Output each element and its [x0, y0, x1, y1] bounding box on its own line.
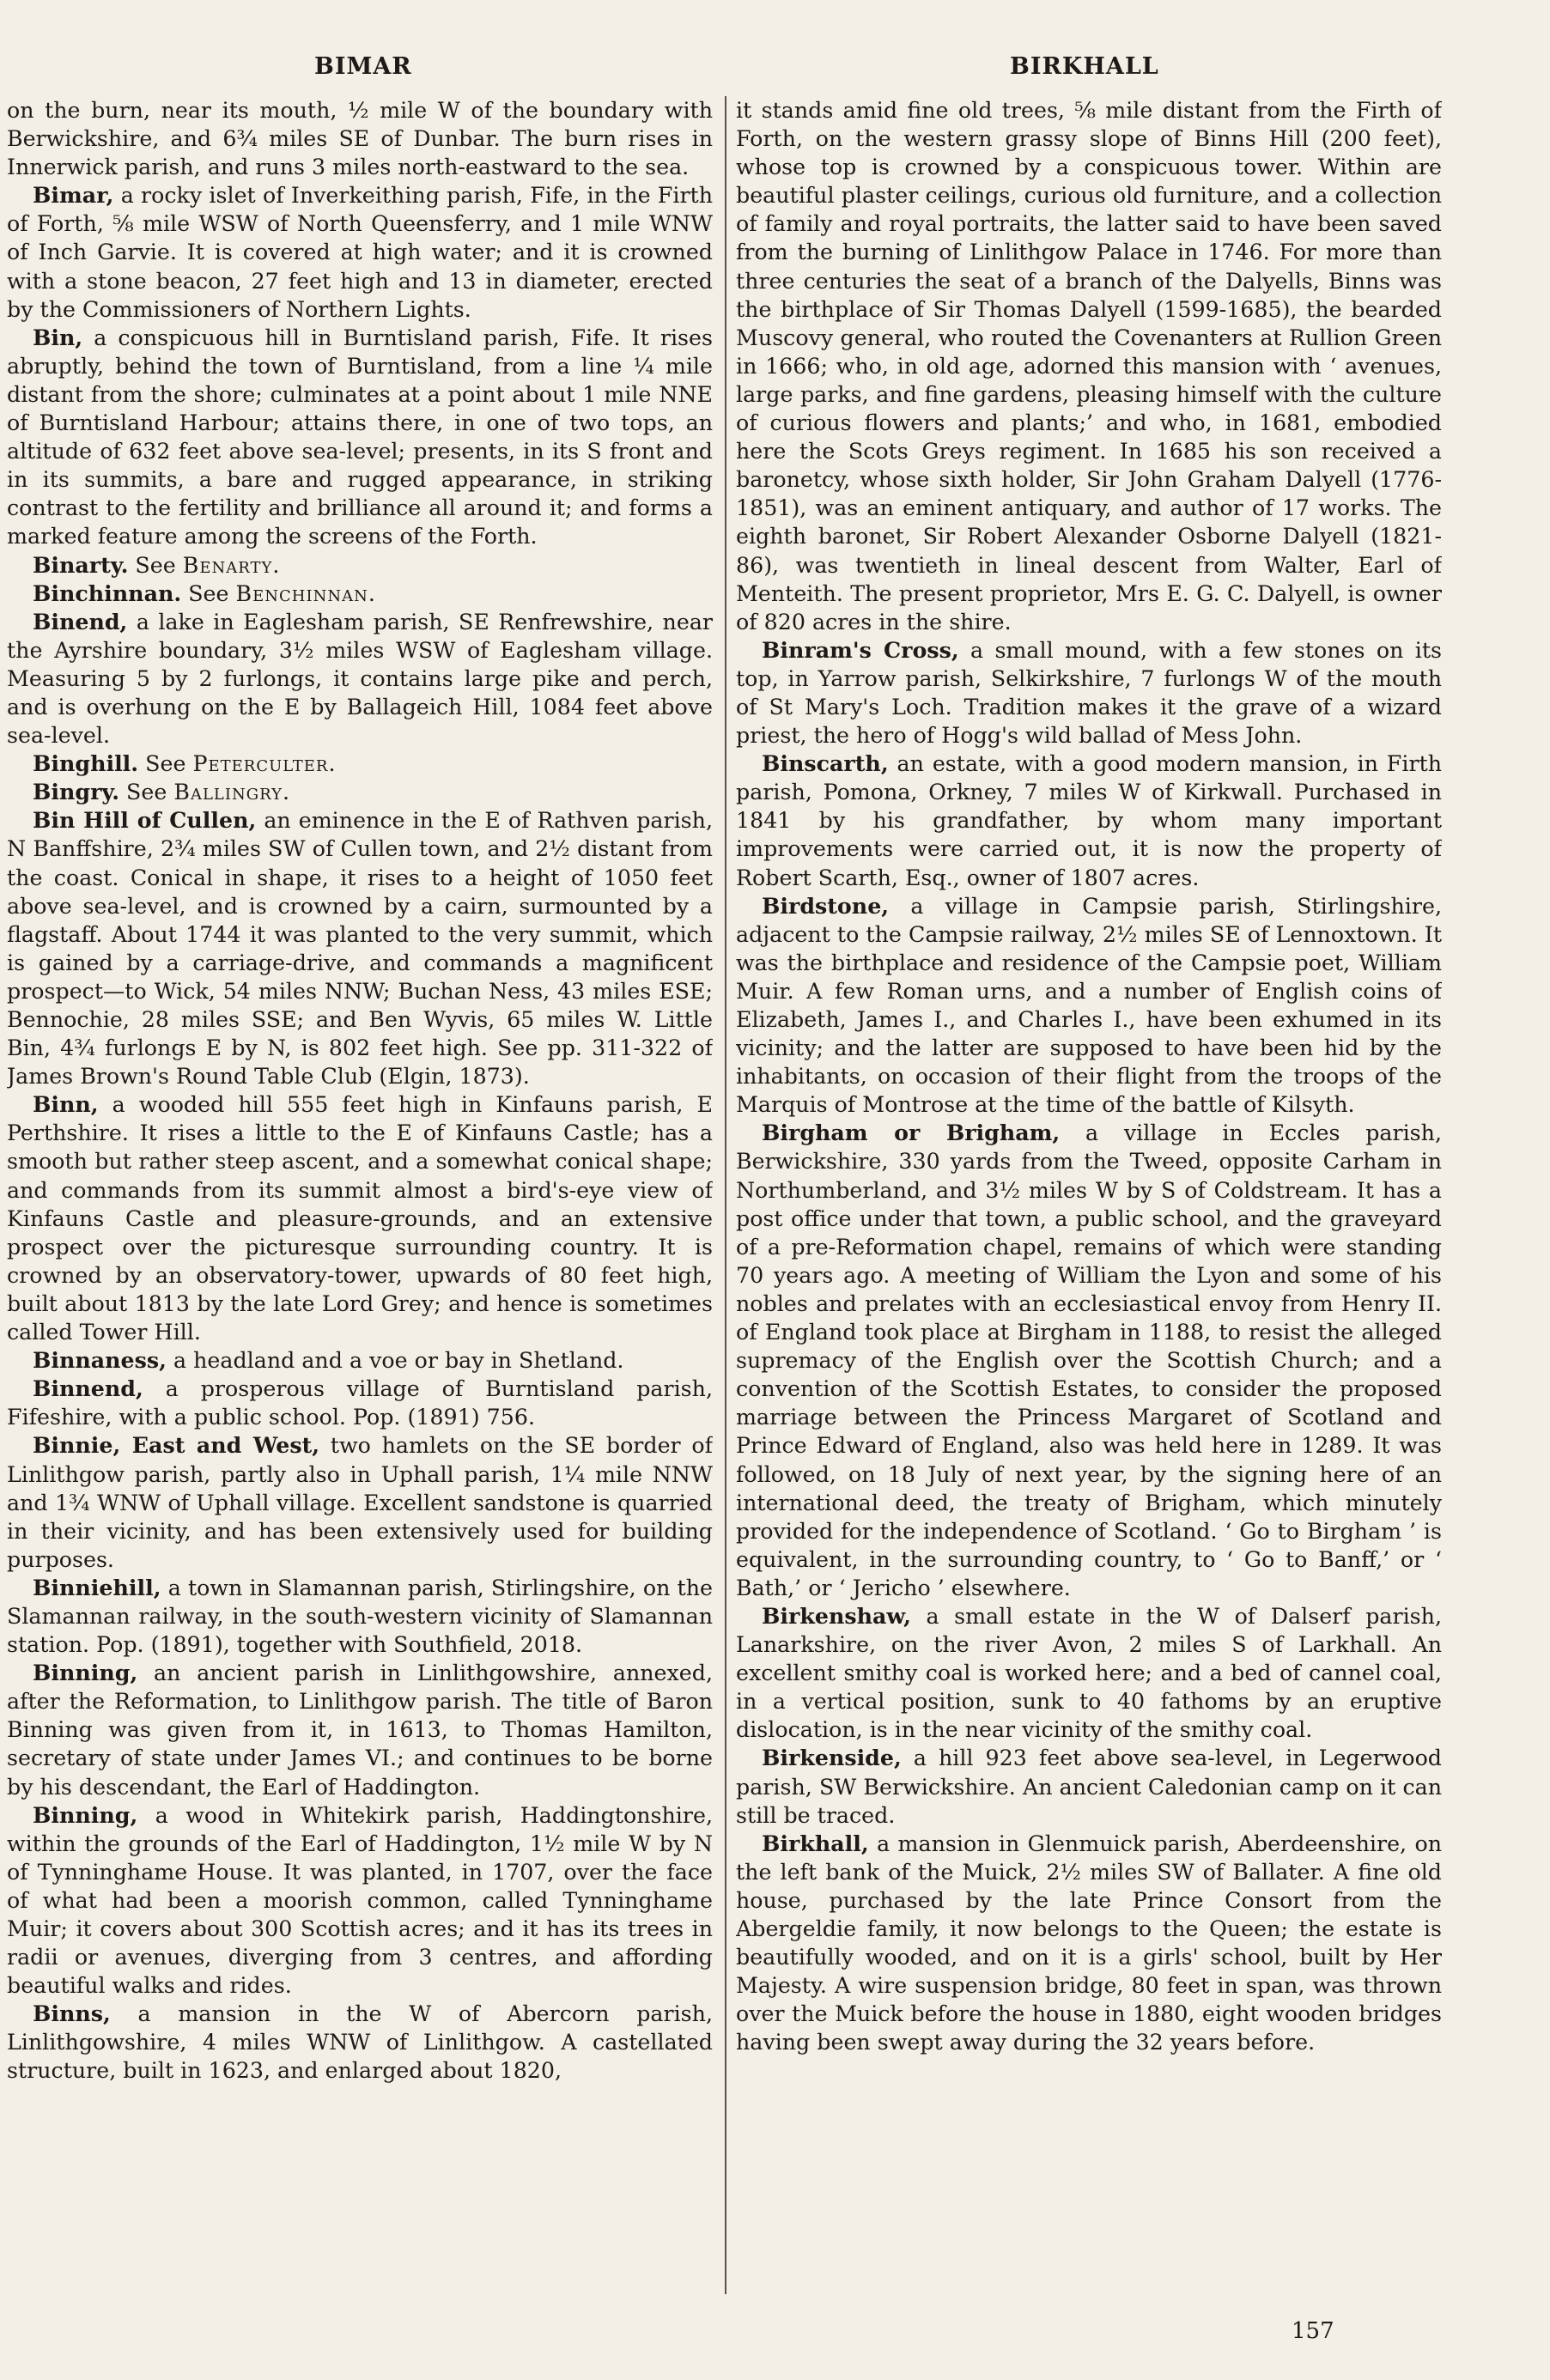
- gazetteer-entry-binniehill: [7, 1574, 713, 1659]
- entry-headword: Binning,: [33, 1660, 138, 1686]
- entry-text: a village in Eccles parish, Berwickshire, 330 yards from the Tweed, opposite Carham in Northumberland, and 3½ miles W by S of Coldstream. It has a post office under that town, a public school, and the graveyard of a pre-Reformation chapel, remains of which were standing 70 years ago. A meeting of William the Lyon and some of his nobles and prelates with an ecclesiastical envoy from Henry II. of England took place at Birgham in 1188, to resist the alleged supremacy of the English over the Scottish Church; and a convention of the Scottish Estates, to consider the proposed marriage between the Princess Margaret of Scotland and Prince Edward of England, also was held here in 1289. It was followed, on 18 July of next year, by the signing here of an international deed, the treaty of Brigham, which minutely provided for the independence of Scotland. ‘ Go to Birgham ’ is equivalent, in the surrounding country, to ‘ Go to Banff,’ or ‘ Bath,’ or ‘ Jericho ’ elsewhere.: [736, 1120, 1442, 1600]
- entry-headword: Binns,: [33, 2001, 111, 2027]
- entry-text: a rocky islet of Inverkeithing parish, Fife, in the Firth of Forth, ⅝ mile WSW of North Queensferry, and 1 mile WNW of Inch Garvie. It is covered at high water; and it is crowned with a stone beacon, 27 feet high and 13 in diameter, erected by the Commissioners of Northern Lights.: [7, 183, 713, 322]
- gazetteer-entry-cont: [7, 96, 713, 181]
- gazetteer-entry-binn: [7, 1090, 713, 1346]
- gazetteer-entry-binchinnan: [7, 580, 713, 608]
- gazetteer-entry-binns: [7, 2000, 713, 2085]
- entry-text: a mansion in Glenmuick parish, Aberdeenshire, on the left bank of the Muick, 2½ miles SW of Ballater. A fine old house, purchased by the late Prince Consort from the Abergeldie family, it now belongs to the Queen; the estate is beautifully wooded, and on it is a girls' school, built by Her Majesty. A wire suspension bridge, 80 feet in span, was thrown over the Muick before the house in 1880, eight wooden bridges having been swept away during the 32 years before.: [736, 1831, 1442, 2055]
- column-divider: [725, 96, 726, 2294]
- entry-text: a small estate in the W of Dalserf parish, Lanarkshire, on the river Avon, 2 miles S of Larkhall. An excellent smithy coal is worked here; and a bed of cannel coal, in a vertical position, sunk to 40 fathoms by an eruptive dislocation, is in the near vicinity of the smithy coal.: [736, 1603, 1442, 1743]
- entry-headword: Binnaness,: [33, 1347, 167, 1374]
- entry-headword: Binnie, East and West,: [33, 1432, 320, 1459]
- gazetteer-entry-birkhall: [736, 1830, 1442, 2057]
- entry-text: two hamlets on the SE border of Linlithgow parish, partly also in Uphall parish, 1¼ mile NNW and 1¾ WNW of Uphall village. Excellent sandstone is quarried in their vicinity, and has been extensively used for building purposes.: [7, 1433, 713, 1572]
- entry-text: a prosperous village of Burntisland parish, Fifeshire, with a public school. Pop. (1891) 756.: [7, 1376, 713, 1430]
- gazetteer-entry-binnaness: [7, 1346, 713, 1375]
- entry-text: a town in Slamannan parish, Stirlingshire, on the Slamannan railway, in the south-western vicinity of Slamannan station. Pop. (1891), together with Southfield, 2018.: [7, 1575, 713, 1658]
- entry-text: a small mound, with a few stones on its top, in Yarrow parish, Selkirkshire, 7 furlongs W of the mouth of St Mary's Loch. Tradition makes it the grave of a wizard priest, the hero of Hogg's wild ballad of Mess John.: [736, 637, 1442, 749]
- entry-headword: Bin Hill of Cullen,: [33, 807, 257, 834]
- entry-text: See: [138, 751, 193, 777]
- gazetteer-entry-birgham: [736, 1119, 1442, 1602]
- entry-headword: Binend,: [33, 608, 128, 634]
- entry-text: a conspicuous hill in Burntisland parish, Fife. It rises abruptly, behind the town of Burntisland, from a line ¼ mile distant from the shore; culminates at a point about 1 mile NNE of Burntisland Harbour; attains there, in one of two tops, an altitude of 632 feet above sea-level; presents, in its S front and in its summits, a bare and rugged appearance, in striking contrast to the fertility and brilliance all around it; and forms a marked feature among the screens of the Forth.: [7, 325, 713, 549]
- entry-headword: Birkhall,: [762, 1830, 869, 1856]
- entry-text: a wood in Whitekirk parish, Haddingtonshire, within the grounds of the Earl of Haddington, 1½ mile W by N of Tynninghame House. It was planted, in 1707, over the face of what had been a moorish common, called Tynninghame Muir; it covers about 300 Scottish acres; and it has its trees in radii or avenues, diverging from 3 centres, and affording beautiful walks and rides.: [7, 1802, 713, 1999]
- entry-text: a lake in Eaglesham parish, SE Renfrewshire, near the Ayrshire boundary, 3½ miles WSW of Eaglesham village. Measuring 5 by 2 furlongs, it contains large pike and perch, and is overhung on the E by Ballageich Hill, 1084 feet above sea-level.: [7, 609, 713, 749]
- entry-text: a wooded hill 555 feet high in Kinfauns parish, E Perthshire. It rises a little to the E of Kinfauns Castle; has a smooth but rather steep ascent, and a somewhat conical shape; and commands from its summit almost a bird's-eye view of Kinfauns Castle and pleasure-grounds, and an extensive prospect over the picturesque surrounding country. It is crowned by an observatory-tower, upwards of 80 feet high, built about 1813 by the late Lord Grey; and hence is sometimes called Tower Hill.: [7, 1092, 713, 1345]
- gazetteer-entry-cont: [736, 96, 1442, 636]
- gazetteer-entry-binghill: [7, 750, 713, 778]
- entry-headword: Binniehill,: [33, 1574, 161, 1600]
- entry-headword: Binram's Cross,: [762, 636, 959, 663]
- page-number: 157: [1292, 2318, 1334, 2344]
- gazetteer-entry-bin: [7, 324, 713, 551]
- entry-headword: Birkenside,: [762, 1745, 902, 1771]
- entry-text: an estate, with a good modern mansion, in Firth parish, Pomona, Orkney, 7 miles W of Kirkwall. Purchased in 1841 by his grandfather, by whom many important improvements were carried out, it is now the property of Robert Scarth, Esq., owner of 1807 acres.: [736, 751, 1442, 890]
- cross-reference: Ballingry.: [173, 780, 291, 805]
- entry-text: a headland and a voe or bay in Shetland.: [166, 1348, 624, 1374]
- gazetteer-entry-birkenside: [736, 1744, 1442, 1829]
- entry-headword: Binarty.: [33, 551, 129, 578]
- entry-headword: Binchinnan.: [33, 580, 182, 606]
- gazetteer-entry-binscarth: [736, 750, 1442, 891]
- gazetteer-entry-bin-hill-of-cullen: [7, 806, 713, 1090]
- running-head-left: BIMAR: [314, 53, 412, 80]
- entry-text: on the burn, near its mouth, ½ mile W of the boundary with Berwickshire, and 6¾ miles SE of Dunbar. The burn rises in Innerwick parish, and runs 3 miles north-eastward to the sea.: [7, 98, 713, 180]
- left-column: [7, 96, 713, 2294]
- gazetteer-entry-bingry: [7, 778, 713, 806]
- gazetteer-entry-birdstone: [736, 892, 1442, 1120]
- cross-reference: Benchinnan.: [235, 580, 376, 606]
- entry-headword: Birkenshaw,: [762, 1602, 911, 1629]
- gazetteer-entry-binning: [7, 1659, 713, 1800]
- entry-text: a hill 923 feet above sea-level, in Legerwood parish, SW Berwickshire. An ancient Caledonian camp on it can still be traced.: [736, 1746, 1442, 1828]
- gazetteer-entry-binarty: [7, 551, 713, 580]
- gazetteer-entry-bimar: [7, 181, 713, 323]
- entry-headword: Binning,: [33, 1801, 138, 1828]
- entry-text: an eminence in the E of Rathven parish, N Banffshire, 2¾ miles SW of Cullen town, and 2½ distant from the coast. Conical in shape, it rises to a height of 1050 feet above sea-level, and is crowned by a cairn, surmounted by a flagstaff. About 1744 it was planted to the very summit, which is gained by a carriage-drive, and commands a magnificent prospect—to Wick, 54 miles NNW; Buchan Ness, 43 miles ESE; Bennochie, 28 miles SSE; and Ben Wyvis, 65 miles W. Little Bin, 4¾ furlongs E by N, is 802 feet high. See pp. 311-322 of James Brown's Round Table Club (Elgin, 1873).: [7, 808, 713, 1090]
- entry-headword: Binscarth,: [762, 750, 889, 777]
- entry-text: See: [128, 552, 183, 578]
- gazetteer-entry-binning-wood: [7, 1801, 713, 2001]
- entry-headword: Bingry.: [33, 779, 120, 805]
- entry-headword: Birdstone,: [762, 892, 890, 919]
- gazetteer-entry-binend: [7, 608, 713, 750]
- entry-text: a village in Campsie parish, Stirlingshire, adjacent to the Campsie railway, 2½ miles SE of Lennoxtown. It was the birthplace and residence of the Campsie poet, William Muir. A few Roman urns, and a number of English coins of Elizabeth, James I., and Charles I., have been exhumed in its vicinity; and the latter are supposed to have been hid by the inhabitants, on occasion of their flight from the troops of the Marquis of Montrose at the time of the battle of Kilsyth.: [736, 893, 1442, 1118]
- entry-text: a mansion in the W of Abercorn parish, Linlithgowshire, 4 miles WNW of Linlithgow. A castellated structure, built in 1623, and enlarged about 1820,: [7, 2001, 713, 2084]
- entry-text: it stands amid fine old trees, ⅝ mile distant from the Firth of Forth, on the western grassy slope of Binns Hill (200 feet), whose top is crowned by a conspicuous tower. Within are beautiful plaster ceilings, curious old furniture, and a collection of family and royal portraits, the latter said to have been saved from the burning of Linlithgow Palace in 1746. For more than three centuries the seat of a branch of the Dalyells, Binns was the birthplace of Sir Thomas Dalyell (1599-1685), the bearded Muscovy general, who routed the Covenanters at Rullion Green in 1666; who, in old age, adorned this mansion with ‘ avenues, large parks, and fine gardens, pleasing himself with the culture of curious flowers and plants;’ and who, in 1681, embodied here the Scots Greys regiment. In 1685 his son received a baronetcy, whose sixth holder, Sir John Graham Dalyell (1776-1851), was an eminent antiquary, and author of 17 works. The eighth baronet, Sir Robert Alexander Osborne Dalyell (1821-86), was twentieth in lineal descent from Walter, Earl of Menteith. The present proprietor, Mrs E. G. C. Dalyell, is owner of 820 acres in the shire.: [736, 98, 1442, 634]
- entry-text: See: [119, 780, 174, 805]
- right-column: [736, 96, 1442, 2294]
- entry-text: See: [181, 580, 236, 606]
- gazetteer-entry-binnie: [7, 1431, 713, 1573]
- gazetteer-entry-birkenshaw: [736, 1602, 1442, 1744]
- entry-headword: Bimar,: [33, 182, 114, 209]
- gazetteer-entry-binnend: [7, 1375, 713, 1431]
- entry-headword: Binghill.: [33, 750, 139, 777]
- running-head-right: BIRKHALL: [1010, 53, 1159, 80]
- entry-headword: Birgham or Brigham,: [762, 1120, 1061, 1146]
- entry-headword: Binn,: [33, 1091, 99, 1118]
- cross-reference: Peterculter.: [192, 751, 337, 777]
- entry-headword: Binnend,: [33, 1375, 143, 1402]
- entry-headword: Bin,: [33, 324, 83, 350]
- entry-text: an ancient parish in Linlithgowshire, annexed, after the Reformation, to Linlithgow parish. The title of Baron Binning was given from it, in 1613, to Thomas Hamilton, secretary of state under James VI.; and continues to be borne by his descendant, the Earl of Haddington.: [7, 1661, 713, 1800]
- cross-reference: Benarty.: [182, 552, 281, 578]
- gazetteer-entry-binrams-cross: [736, 636, 1442, 750]
